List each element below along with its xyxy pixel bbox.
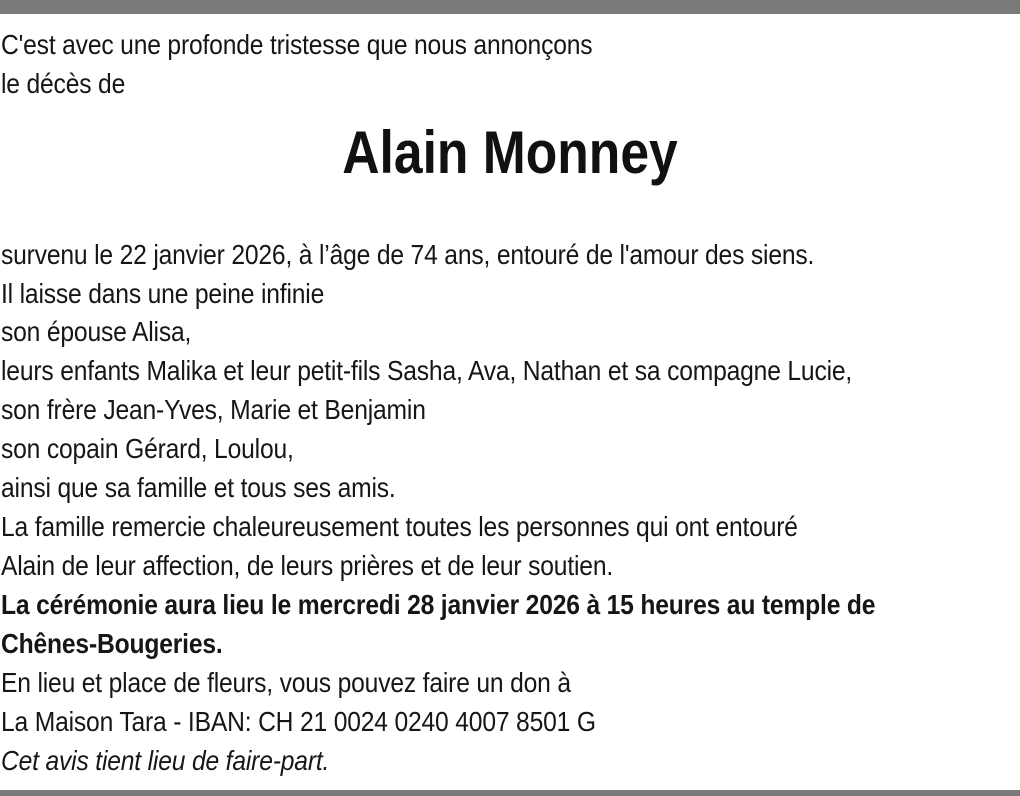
bottom-rule (0, 790, 1020, 796)
body-line-friend: son copain Gérard, Loulou, (1, 433, 294, 464)
body-line-children: leurs enfants Malika et leur petit-fils Sasha, Ava, Nathan et sa compagne Lucie, (1, 355, 853, 386)
body-line-family: ainsi que sa famille et tous ses amis. (1, 472, 396, 503)
deceased-name: Alain Monney (342, 119, 678, 186)
intro-line-2: le décès de (1, 68, 126, 99)
top-rule (0, 0, 1020, 14)
ceremony-line-2: Chênes-Bougeries. (1, 628, 223, 659)
ceremony-line-1: La cérémonie aura lieu le mercredi 28 janvier 2026 à 15 heures au temple de (1, 589, 876, 620)
body-line-brother: son frère Jean-Yves, Marie et Benjamin (1, 394, 426, 425)
body-line-leaves: Il laisse dans une peine infinie (1, 278, 325, 309)
closing-line: Cet avis tient lieu de faire-part. (1, 745, 330, 776)
body-line-thanks-2: Alain de leur affection, de leurs prières et de leur soutien. (1, 550, 614, 581)
donation-line-1: En lieu et place de fleurs, vous pouvez faire un don à (1, 667, 571, 698)
body-line-spouse: son épouse Alisa, (1, 316, 192, 347)
body-line-death-date: survenu le 22 janvier 2026, à l’âge de 74 ans, entouré de l'amour des siens. (1, 239, 815, 270)
body-line-thanks-1: La famille remercie chaleureusement toutes les personnes qui ont entouré (1, 511, 798, 542)
intro-line-1: C'est avec une profonde tristesse que nous annonçons (1, 29, 593, 60)
donation-line-2: La Maison Tara - IBAN: CH 21 0024 0240 4007 8501 G (1, 706, 596, 737)
